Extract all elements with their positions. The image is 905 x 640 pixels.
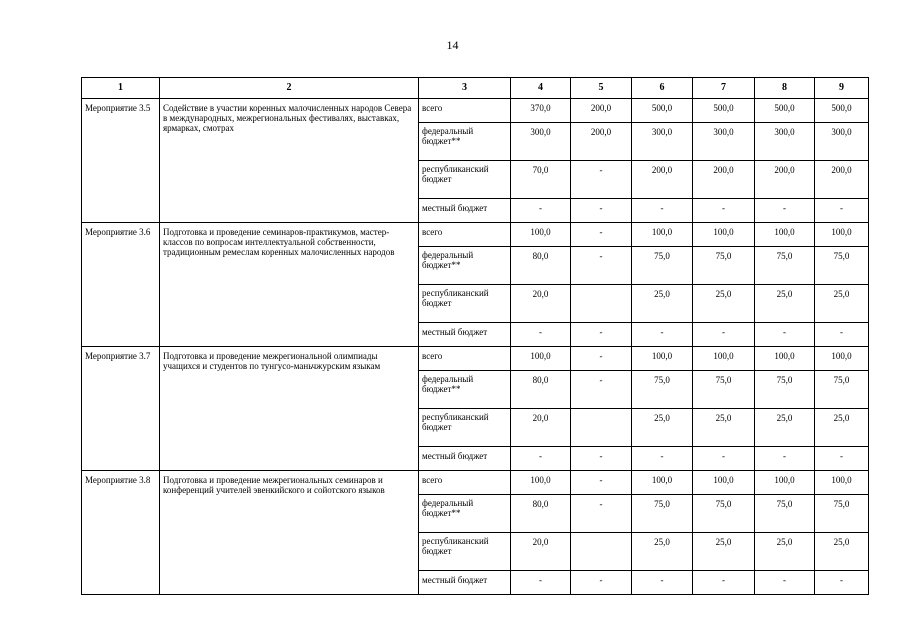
amount-cell: 25,0 (815, 285, 869, 323)
amount-cell: - (571, 323, 632, 347)
amount-cell: 100,0 (815, 471, 869, 495)
amount-cell: - (571, 371, 632, 409)
amount-cell: 200,0 (755, 161, 815, 199)
activity-description: Содействие в участии коренных малочисленных народов Севера в международных, межрегиональных фестивалях, выставках, ярмарках, смотрах (160, 99, 419, 223)
amount-cell: - (755, 323, 815, 347)
amount-cell: 20,0 (511, 285, 571, 323)
amount-cell: 500,0 (815, 99, 869, 123)
amount-cell: 500,0 (755, 99, 815, 123)
column-header: 9 (815, 78, 869, 99)
activity-description: Подготовка и проведение межрегиональных семинаров и конференций учителей эвенкийского и сойотского языков (160, 471, 419, 595)
amount-cell: 75,0 (693, 371, 755, 409)
amount-cell: - (693, 199, 755, 223)
table-row (82, 223, 869, 247)
amount-cell: 75,0 (755, 495, 815, 533)
funding-source: всего (419, 223, 511, 247)
page-number: 14 (446, 38, 459, 52)
funding-source: республиканский бюджет (419, 161, 511, 199)
funding-source: местный бюджет (419, 199, 511, 223)
amount-cell: 500,0 (632, 99, 693, 123)
amount-cell: 100,0 (755, 347, 815, 371)
amount-cell: 75,0 (755, 247, 815, 285)
amount-cell: 200,0 (693, 161, 755, 199)
table-row (82, 347, 869, 371)
amount-cell: 25,0 (693, 533, 755, 571)
amount-cell: 300,0 (755, 123, 815, 161)
amount-cell: - (632, 323, 693, 347)
amount-cell: 100,0 (693, 223, 755, 247)
amount-cell: 200,0 (815, 161, 869, 199)
amount-cell: 100,0 (693, 471, 755, 495)
amount-cell: 75,0 (632, 495, 693, 533)
amount-cell: 25,0 (632, 533, 693, 571)
amount-cell: 370,0 (511, 99, 571, 123)
amount-cell: 80,0 (511, 371, 571, 409)
amount-cell: - (755, 447, 815, 471)
amount-cell: - (815, 199, 869, 223)
amount-cell: 20,0 (511, 533, 571, 571)
activity-code: Мероприятие 3.6 (82, 223, 160, 347)
amount-cell: 200,0 (632, 161, 693, 199)
column-header: 8 (755, 78, 815, 99)
activity-description: Подготовка и проведение межрегиональной олимпиады учащихся и студентов по тунгусо-маньчжурским языкам (160, 347, 419, 471)
column-header: 4 (511, 78, 571, 99)
table-row (82, 471, 869, 495)
amount-cell: 75,0 (632, 247, 693, 285)
amount-cell: - (693, 571, 755, 595)
amount-cell: - (511, 323, 571, 347)
amount-cell: - (755, 571, 815, 595)
funding-source: федеральный бюджет** (419, 123, 511, 161)
amount-cell: - (815, 571, 869, 595)
amount-cell (571, 409, 632, 447)
amount-cell: 75,0 (693, 495, 755, 533)
amount-cell: - (571, 571, 632, 595)
amount-cell: 100,0 (632, 347, 693, 371)
funding-source: всего (419, 471, 511, 495)
amount-cell: - (571, 471, 632, 495)
amount-cell: - (632, 199, 693, 223)
amount-cell: - (632, 571, 693, 595)
amount-cell: - (693, 323, 755, 347)
amount-cell: 200,0 (571, 123, 632, 161)
amount-cell: 75,0 (693, 247, 755, 285)
amount-cell: 100,0 (632, 223, 693, 247)
amount-cell: - (511, 447, 571, 471)
amount-cell: 80,0 (511, 495, 571, 533)
amount-cell (571, 285, 632, 323)
amount-cell: 25,0 (632, 285, 693, 323)
amount-cell: - (571, 495, 632, 533)
amount-cell: 25,0 (755, 533, 815, 571)
amount-cell: 100,0 (511, 223, 571, 247)
activity-description: Подготовка и проведение семинаров-практикумов, мастер-классов по вопросам интеллектуальной собственности, традиционным ремеслам коренных малочисленных народов (160, 223, 419, 347)
funding-source: федеральный бюджет** (419, 495, 511, 533)
funding-source: республиканский бюджет (419, 409, 511, 447)
amount-cell: 100,0 (511, 471, 571, 495)
funding-source: всего (419, 347, 511, 371)
amount-cell: 300,0 (693, 123, 755, 161)
funding-source: всего (419, 99, 511, 123)
table-row (82, 99, 869, 123)
amount-cell: 100,0 (632, 471, 693, 495)
amount-cell: 200,0 (571, 99, 632, 123)
amount-cell: - (571, 347, 632, 371)
amount-cell: 70,0 (511, 161, 571, 199)
amount-cell: 100,0 (755, 223, 815, 247)
amount-cell: - (815, 323, 869, 347)
amount-cell: 300,0 (815, 123, 869, 161)
amount-cell: 75,0 (632, 371, 693, 409)
amount-cell: 25,0 (815, 533, 869, 571)
amount-cell: - (511, 571, 571, 595)
header-row (82, 78, 869, 99)
amount-cell: - (571, 199, 632, 223)
column-header: 6 (632, 78, 693, 99)
amount-cell: 80,0 (511, 247, 571, 285)
activity-code: Мероприятие 3.7 (82, 347, 160, 471)
amount-cell: 25,0 (632, 409, 693, 447)
amount-cell: 75,0 (815, 371, 869, 409)
amount-cell: 500,0 (693, 99, 755, 123)
funding-source: республиканский бюджет (419, 533, 511, 571)
activity-code: Мероприятие 3.8 (82, 471, 160, 595)
amount-cell: 300,0 (511, 123, 571, 161)
amount-cell: - (693, 447, 755, 471)
column-header: 3 (419, 78, 511, 99)
amount-cell: - (815, 447, 869, 471)
amount-cell: 75,0 (755, 371, 815, 409)
funding-source: местный бюджет (419, 447, 511, 471)
table-body (82, 99, 869, 595)
amount-cell: - (571, 447, 632, 471)
amount-cell: - (571, 223, 632, 247)
column-header: 2 (160, 78, 419, 99)
amount-cell: 100,0 (755, 471, 815, 495)
amount-cell: - (511, 199, 571, 223)
amount-cell: 100,0 (815, 347, 869, 371)
budget-table (81, 77, 869, 595)
column-header: 7 (693, 78, 755, 99)
amount-cell: 100,0 (693, 347, 755, 371)
amount-cell: 100,0 (511, 347, 571, 371)
funding-source: республиканский бюджет (419, 285, 511, 323)
amount-cell: 100,0 (815, 223, 869, 247)
amount-cell: 25,0 (693, 285, 755, 323)
amount-cell: 25,0 (755, 285, 815, 323)
amount-cell: 25,0 (755, 409, 815, 447)
activity-code: Мероприятие 3.5 (82, 99, 160, 223)
funding-source: федеральный бюджет** (419, 247, 511, 285)
amount-cell: - (571, 161, 632, 199)
amount-cell: - (632, 447, 693, 471)
funding-source: местный бюджет (419, 571, 511, 595)
amount-cell: 300,0 (632, 123, 693, 161)
amount-cell: 75,0 (815, 495, 869, 533)
amount-cell: 75,0 (815, 247, 869, 285)
amount-cell: 20,0 (511, 409, 571, 447)
amount-cell: 25,0 (815, 409, 869, 447)
column-header: 5 (571, 78, 632, 99)
amount-cell (571, 533, 632, 571)
funding-source: федеральный бюджет** (419, 371, 511, 409)
column-header: 1 (82, 78, 160, 99)
amount-cell: - (571, 247, 632, 285)
amount-cell: - (755, 199, 815, 223)
amount-cell: 25,0 (693, 409, 755, 447)
funding-source: местный бюджет (419, 323, 511, 347)
